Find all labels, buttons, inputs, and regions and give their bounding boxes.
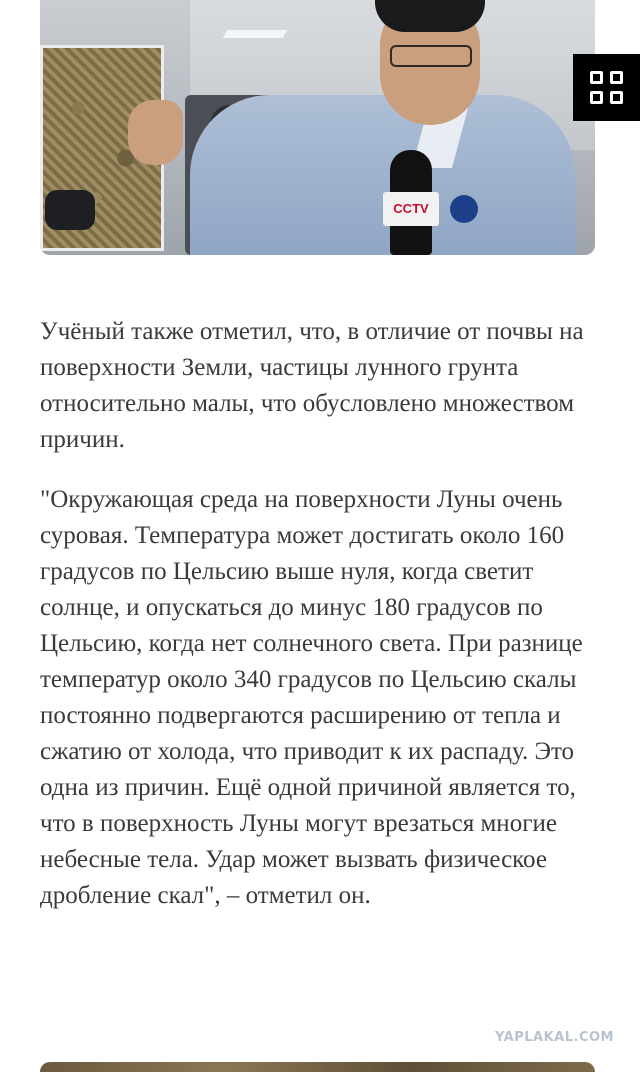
microphone-logo: CCTV (383, 192, 439, 226)
badge-logo (450, 195, 478, 223)
article-paragraph: Учёный также отметил, что, в отличие от почвы на поверхности Земли, частицы лунного грунта относительно малы, что обусловлено множеством причин. (40, 318, 584, 453)
microscope (45, 190, 95, 230)
expand-grid-icon (590, 71, 623, 104)
ceiling-light (223, 30, 288, 38)
glasses (390, 45, 472, 67)
scientist-coat (190, 95, 575, 255)
hair (375, 0, 485, 32)
article-photo[interactable] (40, 0, 595, 255)
hand (128, 100, 183, 165)
next-article-photo[interactable] (40, 1062, 595, 1072)
expand-image-button[interactable] (573, 54, 640, 121)
article-paragraph-quote: "Окружающая среда на поверхности Луны очень суровая. Температура может достигать около 160 градусов по Цельсию выше нуля, когда светит солнце, и опускаться до минус 180 градусов по Цельсию, когда нет солнечного света. При разнице температур около 340 градусов по Цельсию скалы постоянно подвергаются расширению от тепла и сжатию от холода, что приводит к их распаду. Это одна из причин. Ещё одной причиной является то, что в поверхность Луны могут врезаться многие небесные тела. Удар может вызвать физическое дробление скал", – отметил он. (40, 486, 583, 909)
watermark: YAPLAKAL.COM (495, 1030, 614, 1045)
